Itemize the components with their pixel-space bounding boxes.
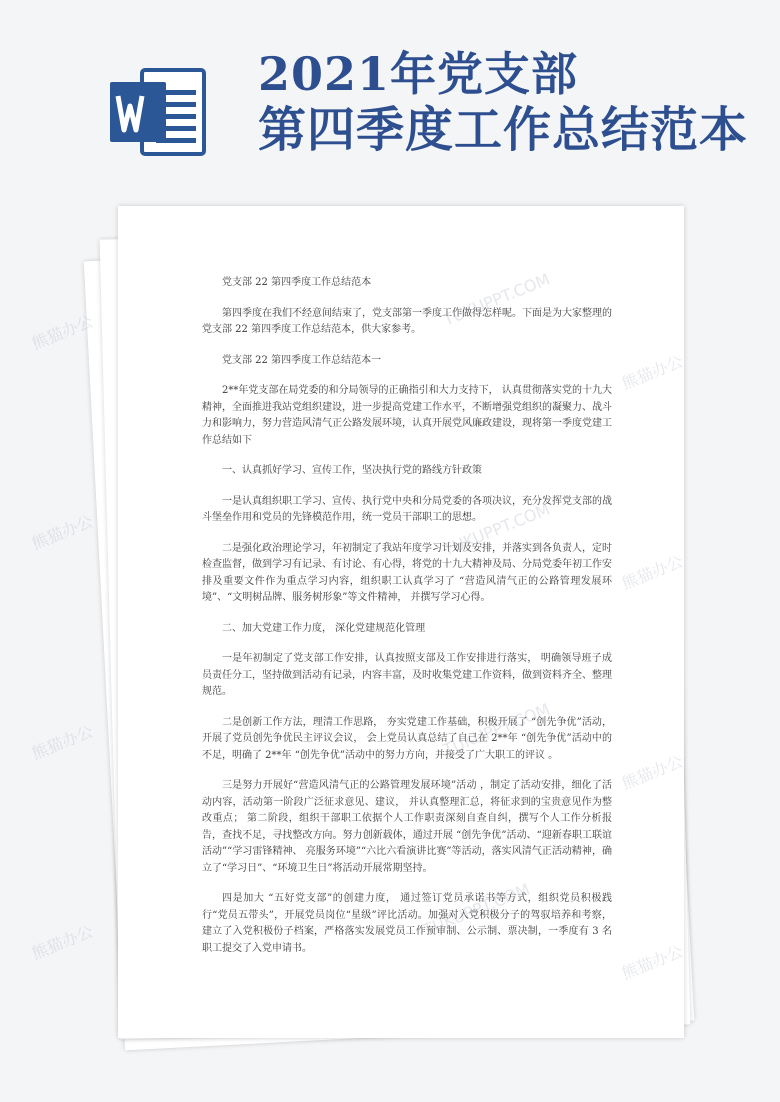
document-body	[202, 275, 612, 971]
watermark: TUKUPPT.COM	[440, 269, 553, 330]
paragraph: 一是年初制定了党支部工作安排，认真按照支部及工作安排进行落实， 明确领导班子成员责任分工，坚持做到活动有记录，内容丰富，及时收集党建工作资料，做到资料齐全、整理规范。	[202, 653, 612, 697]
watermark: TUKUPPT.COM	[420, 879, 533, 940]
word-doc-icon	[108, 66, 208, 158]
doc-title: 党支部 22 第四季度工作总结范本	[222, 277, 372, 288]
watermark: 熊猫办公	[619, 751, 686, 794]
section-heading-2: 二、加大党建工作力度， 深化党建规范化管理	[222, 622, 426, 634]
watermark: 熊猫办公	[619, 941, 686, 984]
watermark: TUKUPPT.COM	[440, 499, 553, 560]
intro-paragraph: 第四季度在我们不经意间结束了，党支部第一季度工作做得怎样呢。下面是为大家整理的党支部 22 第四季度工作总结范本，供大家参考。	[202, 307, 612, 335]
paragraph: 二是创新工作方法，理清工作思路， 夯实党建工作基础，积极开展了 “创先争优”活动，开展了党员创先争优民主评议会议， 会上党员认真总结了自己在 2**年 “创先争优”活动中的不足，明确了 2**年 “创先争优”活动中的努力方向，并接受了广大职工的评议 。	[202, 716, 612, 761]
watermark: 熊猫办公	[29, 511, 96, 554]
watermark: TUKUPPT.COM	[440, 699, 553, 760]
paragraph: 四是加大 “五好党支部”的创建力度， 通过签订党员承诺书等方式，组织党员积极践行“党员五带头”，开展党员岗位“星级”评比活动。加强对入党积极分子的驾驭培养和考察，建立了入党积极份子档案，严格落实发展党员工作预审制、公示制、票决制，一季度有 3 名职工提交了入党申请书。	[202, 893, 612, 954]
section-heading-1: 一、认真抓好学习、宣传工作，坚决执行党的路线方针政策	[222, 465, 482, 476]
watermark: 熊猫办公	[619, 351, 686, 394]
watermark: 熊猫办公	[619, 551, 686, 594]
paragraph: 三是努力开展好“营造风清气正的公路管理发展环境”活动 ，制定了活动安排，细化了活动内容，活动第一阶段广泛征求意见、建议， 并认真整理汇总，将征求到的宝贵意见作为整改重点； 第二阶段，组织干部职工依据个人工作职责深刻自查自纠，撰写个人工作分析报告，查找不足，寻找整改方向。努力创新载体，通过开展 “创先争优”活动、“迎新春职工联谊活动”“学习雷锋精神、 亮服务环境”“六比六看演讲比赛”等活动，落实风清气正活动精神，确立了“学习日”、“环境卫生日”将活动开展常期坚持。	[202, 780, 612, 874]
paragraph: 二是强化政治理论学习，年初制定了我站年度学习计划及安排，并落实到各负责人，定时检查监督，做到学习有记录、有讨论、有心得，将党的十九大精神及局、分局党委年初工作安排及重要文件作为重点学习内容，组织职工认真学习了 “营造风清气正的公路管理发展环境”、“文明树品牌、服务树形象”等文件精神， 并撰写学习心得。	[202, 542, 612, 603]
watermark: 熊猫办公	[29, 311, 96, 354]
doc-subtitle: 党支部 22 第四季度工作总结范本一	[222, 354, 382, 366]
page-title-line1: 2021年党支部	[258, 47, 579, 101]
page-title-line2: 第四季度工作总结范本	[258, 102, 749, 158]
paragraph: 一是认真组织职工学习、宣传、执行党中央和分局党委的各项决议，充分发挥党支部的战斗堡垒作用和党员的先锋模范作用，统一党员干部职工的思想。	[202, 495, 612, 523]
header	[0, 0, 780, 200]
watermark: 熊猫办公	[29, 721, 96, 764]
paragraph: 2**年党支部在局党委的和分局领导的正确指引和大力支持下， 认真贯彻落实党的十九大精神，全面推进我站党组织建设，进一步提高党建工作水平，不断增强党组织的凝聚力、战斗力和影响力，努力营造风清气正公路发展环境，认真开展党风廉政建设，现将第一季度党建工作总结如下	[202, 385, 612, 446]
watermark: 熊猫办公	[29, 921, 96, 964]
